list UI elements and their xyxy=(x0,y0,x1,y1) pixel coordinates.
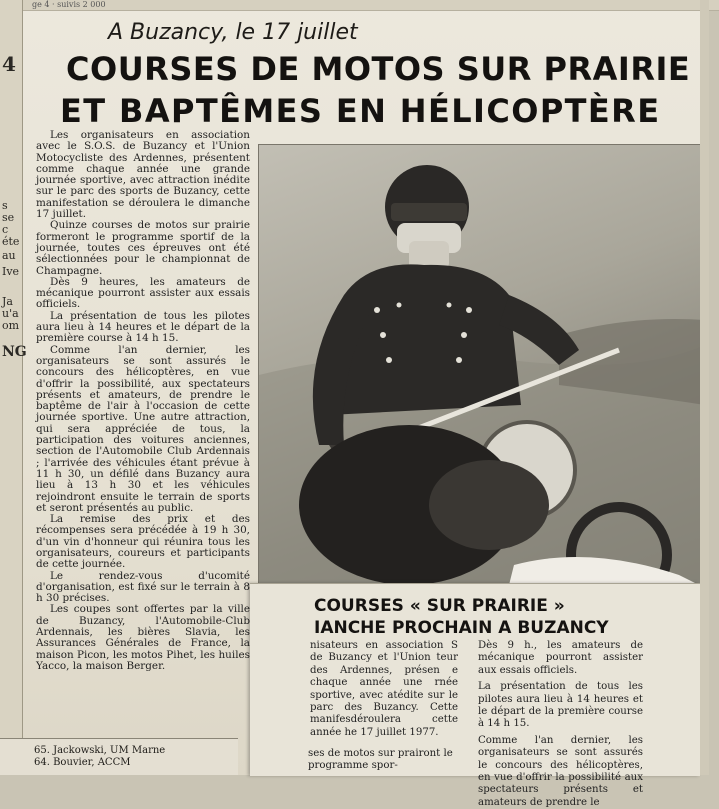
headline-line-1: COURSES DE MOTOS SUR PRAIRIE xyxy=(66,50,691,88)
left-fragment-text: NG xyxy=(2,344,27,360)
clipping-column-2 xyxy=(478,640,643,809)
rider-illustration xyxy=(259,145,705,585)
article-paragraph: Comme l'an dernier, les organisateurs se sont assurés le concours des hélicoptères, en vue d'offrir la possibilité, aux spectateurs présents et amateurs, de prendre le baptême de l'air à l'occasion de cette journée sportive. Une autre attraction, qui sera appréciée de tous, la participation des voitures anciennes, section de l'Automobile Club Ardennais ; l'arrivée des véhicules étant prévue à 11 h 30, un défilé dans Buzancy aura lieu à 13 h 30 et les véhicules rejoindront ensuite le terrain de sports et seront présentés au public. xyxy=(36,343,250,514)
results-line: 65. Jackowski, UM Marne xyxy=(34,745,166,756)
dateline: A Buzancy, le 17 juillet xyxy=(108,20,358,45)
article-paragraph: La présentation de tous les pilotes aura lieu à 14 heures et le départ de la première course à 14 h 15. xyxy=(36,309,250,345)
article-paragraph: Dès 9 heures, les amateurs de mécanique pourront assister aux essais officiels. xyxy=(36,275,250,311)
left-fragment-text: éte xyxy=(2,235,20,248)
right-edge xyxy=(700,0,709,775)
left-fragment-text: Ja xyxy=(2,295,13,308)
clipping-title-line-1: COURSES « SUR PRAIRIE » xyxy=(314,596,565,616)
top-clipping-fragment xyxy=(22,0,719,11)
clipping-paragraph: nisateurs en association S de Buzancy et l'Union teur des Ardennes, présen e chaque année une rnée sportive, avec atédite sur le parc des Buzancy. Cette manifesdéroulera cette année he 17 juillet 1977. xyxy=(310,640,458,738)
second-clipping xyxy=(250,583,700,808)
left-fragment-text: om xyxy=(2,319,20,332)
clipping-title-line-2: IANCHE PROCHAIN A BUZANCY xyxy=(314,618,609,638)
left-fragment-text: s xyxy=(2,199,8,212)
results-line: 64. Bouvier, ACCM xyxy=(34,757,131,768)
article-paragraph: Quinze courses de motos sur prairie formeront le programme sportif de la journée, toutes ces épreuves ont été sélectionnées pour le championnat de Champagne. xyxy=(36,219,250,277)
left-fragment-text: 4 xyxy=(2,52,16,76)
article-paragraph: Le rendez-vous d'ucomité d'organisation, est fixé sur le terrain à 8 h 30 précises. xyxy=(36,569,250,605)
left-fragment-text: au xyxy=(2,249,16,262)
clipping-paragraph: Dès 9 h., les amateurs de mécanique pourront assister aux essais officiels. xyxy=(478,640,643,676)
left-clipping-fragment xyxy=(0,0,27,775)
article-paragraph: Les organisateurs en association avec le S.O.S. de Buzancy et l'Union Motocycliste des Ardennes, présentent comme chaque année une grande journée sportive, avec attraction inédite sur le parc des sports de Buzancy, cette manifestation se déroulera le dimanche 17 juillet. xyxy=(36,129,250,221)
top-fragment-text: ge 4 · suivis 2 000 xyxy=(32,0,106,9)
left-fragment-text: u'a xyxy=(2,307,19,320)
article-body xyxy=(36,130,250,672)
left-fragment-text: c xyxy=(2,223,9,236)
article-paragraph: Les coupes sont offertes par la ville de Buzancy, l'Automobile-Club Ardennais, les bières Slavia, les Assurances Générales de France, la maison Picon, les motos Pihet, les huiles Yacco, la maison Berger. xyxy=(36,603,250,672)
headline-line-2: ET BAPTÊMES EN HÉLICOPTÈRE xyxy=(60,92,661,130)
results-clipping-fragment xyxy=(0,738,238,775)
clipping-paragraph: La présentation de tous les pilotes aura lieu à 14 heures et le départ de la première course à 14 h 15. xyxy=(478,681,643,730)
clipping-paragraph: Comme l'an dernier, les organisateurs se sont assurés le concours des hélicoptères, en vue d'offrir la possibilité aux spectateurs présents et amateurs de prendre le xyxy=(478,734,643,808)
clipping-bottom-text: ses de motos sur prairont le programme spor- xyxy=(308,748,453,772)
motorcycle-rider-photo xyxy=(258,144,706,586)
left-fragment-text: Ive xyxy=(2,265,20,278)
left-fragment-text: se xyxy=(2,211,15,224)
article-paragraph: La remise des prix et des récompenses sera précédée à 19 h 30, d'un vin d'honneur qui réunira tous les organisateurs, coureurs et participants de cette journée. xyxy=(36,513,250,571)
clipping-column-1 xyxy=(310,640,458,739)
